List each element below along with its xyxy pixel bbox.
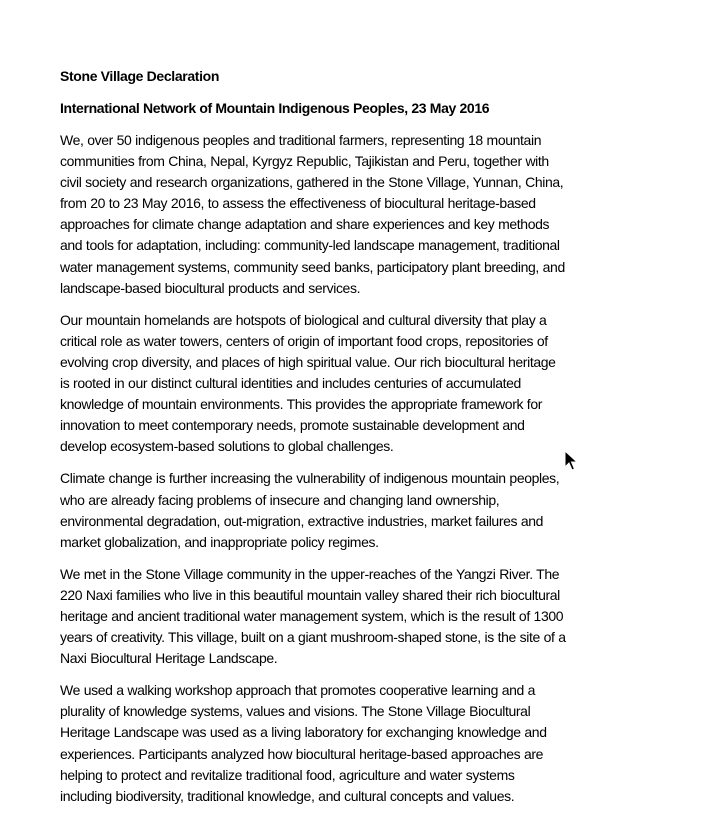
text-line: Our mountain homelands are hotspots of biological and cultural diversity that play a [60,311,547,328]
text-line: water management systems, community seed banks, participatory plant breeding, and [60,258,565,275]
text-line: who are already facing problems of insecure and changing land ownership, [60,491,500,508]
text-line: market globalization, and inappropriate policy regimes. [60,533,379,550]
text-line: plurality of knowledge systems, values and visions. The Stone Village Biocultural [60,703,531,720]
text-line: We met in the Stone Village community in the upper-reaches of the Yangzi River. The [60,565,560,582]
text-line: We, over 50 indigenous peoples and traditional farmers, representing 18 mountain [60,132,542,148]
text-line: Heritage Landscape was used as a living laboratory for exchanging knowledge and [60,724,547,741]
paragraph-1 [60,130,640,299]
text-line: We used a walking workshop approach that promotes cooperative learning and a [60,682,536,699]
paragraph-2 [60,310,640,458]
text-line: and tools for adaptation, including: community-led landscape management, traditional [60,237,560,254]
paragraph-3 [60,468,640,552]
text-line: helping to protect and revitalize traditional food, agriculture and water systems [60,766,515,783]
text-line: from 20 to 23 May 2016, to assess the effectiveness of biocultural heritage-based [60,195,536,212]
text-line: develop ecosystem-based solutions to global challenges. [60,438,394,455]
text-line: approaches for climate change adaptation and share experiences and key methods [60,216,550,233]
text-line: experiences. Participants analyzed how biocultural heritage-based approaches are [60,745,544,762]
text-line: heritage and ancient traditional water management system, which is the result of 1300 [60,607,564,624]
text-line: communities from China, Nepal, Kyrgyz Republic, Tajikistan and Peru, together with [60,153,549,170]
mouse-pointer-icon [564,450,578,472]
text-line: knowledge of mountain environments. This provides the appropriate framework for [60,396,543,413]
text-line: Climate change is further increasing the vulnerability of indigenous mountain peoples, [60,470,560,487]
text-line: environmental degradation, out-migration, extractive industries, market failures and [60,512,544,529]
text-line: evolving crop diversity, and places of high spiritual value. Our rich biocultural heritage [60,353,556,370]
text-line: including biodiversity, traditional knowledge, and cultural concepts and values. [60,787,515,804]
text-line: years of creativity. This village, built on a giant mushroom-shaped stone, is the site of a [60,629,566,646]
text-line: landscape-based biocultural products and services. [60,279,361,296]
text-line: innovation to meet contemporary needs, promote sustainable development and [60,417,525,434]
paragraph-4 [60,564,640,669]
text-line: 220 Naxi families who live in this beautiful mountain valley shared their rich biocultural [60,586,560,603]
paragraph-5 [60,680,640,807]
text-line: critical role as water towers, centers of origin of important food crops, repositories of [60,332,548,349]
text-line: is rooted in our distinct cultural identities and includes centuries of accumulated [60,375,521,392]
document-subtitle: International Network of Mountain Indigenous Peoples, 23 May 2016 [60,100,490,116]
text-line: civil society and research organizations, gathered in the Stone Village, Yunnan, China, [60,174,564,191]
document-page [60,66,640,818]
document-title: Stone Village Declaration [60,68,220,84]
text-line: Naxi Biocultural Heritage Landscape. [60,650,278,667]
